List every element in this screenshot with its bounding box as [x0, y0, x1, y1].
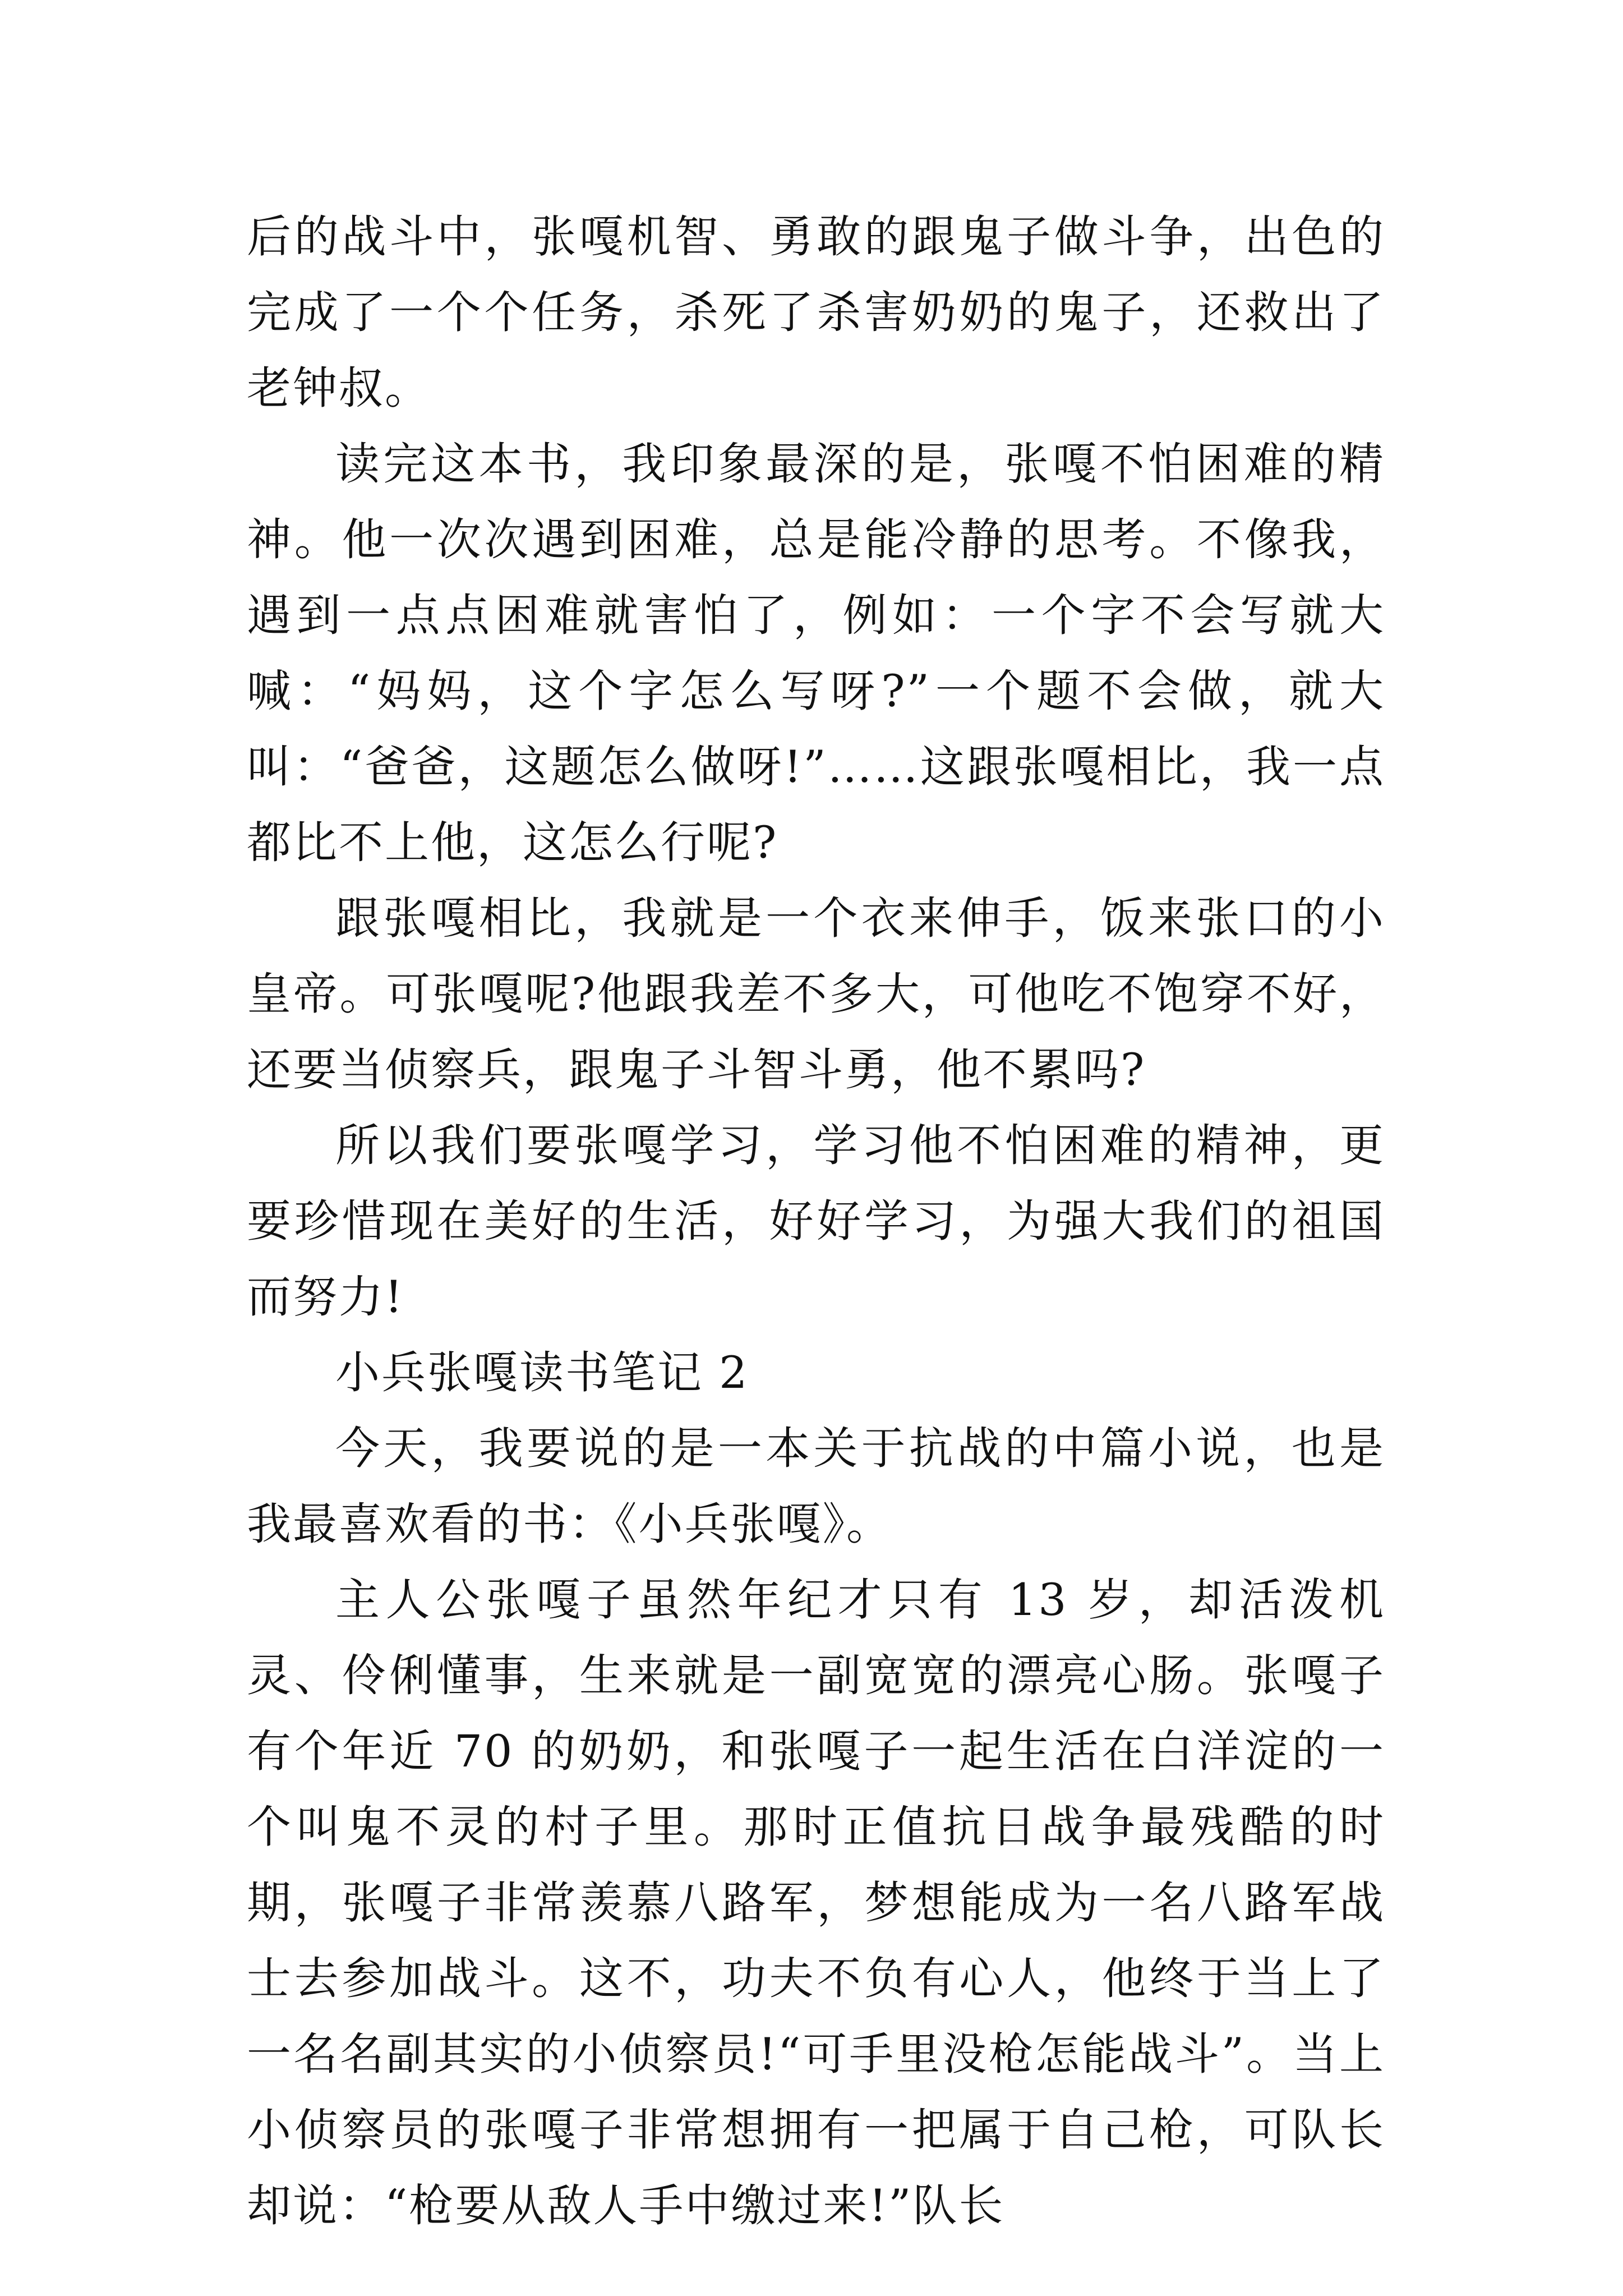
paragraph-3: 跟张嘎相比，我就是一个衣来伸手，饭来张口的小皇帝。可张嘎呢?他跟我差不多大，可他吃不饱穿不好，还要当侦察兵，跟鬼子斗智斗勇，他不累吗? — [247, 892, 1385, 1096]
paragraph-5: 今天，我要说的是一本关于抗战的中篇小说，也是我最喜欢看的书：《小兵张嘎》。 — [247, 1423, 1385, 1550]
document-body — [247, 199, 1385, 2244]
section-heading: 小兵张嘎读书笔记 2 — [335, 1347, 749, 1398]
paragraph-2: 读完这本书，我印象最深的是，张嘎不怕困难的精神。他一次次遇到困难，总是能冷静的思考。不像我，遇到一点点困难就害怕了，例如：一个字不会写就大喊：“妈妈，这个字怎么写呀?”一个题不会做，就大叫：“爸爸，这题怎么做呀!”……这跟张嘎相比，我一点都比不上他，这怎么行呢? — [247, 438, 1385, 868]
paragraph-6: 主人公张嘎子虽然年纪才只有 13 岁，却活泼机灵、伶俐懂事，生来就是一副宽宽的漂亮心肠。张嘎子有个年近 70 的奶奶，和张嘎子一起生活在白洋淀的一个叫鬼不灵的村子里。那时正值抗日战争最残酷的时期，张嘎子非常羡慕八路军，梦想能成为一名八路军战士去参加战斗。这不，功夫不负有心人，他终于当上了一名名副其实的小侦察员!“可手里没枪怎能战斗”。当上小侦察员的张嘎子非常想拥有一把属于自己枪，可队长却说：“枪要从敌人手中缴过来!”队长 — [247, 1574, 1385, 2231]
paragraph-1: 后的战斗中，张嘎机智、勇敢的跟鬼子做斗争，出色的完成了一个个任务，杀死了杀害奶奶的鬼子，还救出了老钟叔。 — [247, 211, 1385, 414]
paragraph-4: 所以我们要张嘎学习，学习他不怕困难的精神，更要珍惜现在美好的生活，好好学习，为强大我们的祖国而努力! — [247, 1120, 1385, 1323]
